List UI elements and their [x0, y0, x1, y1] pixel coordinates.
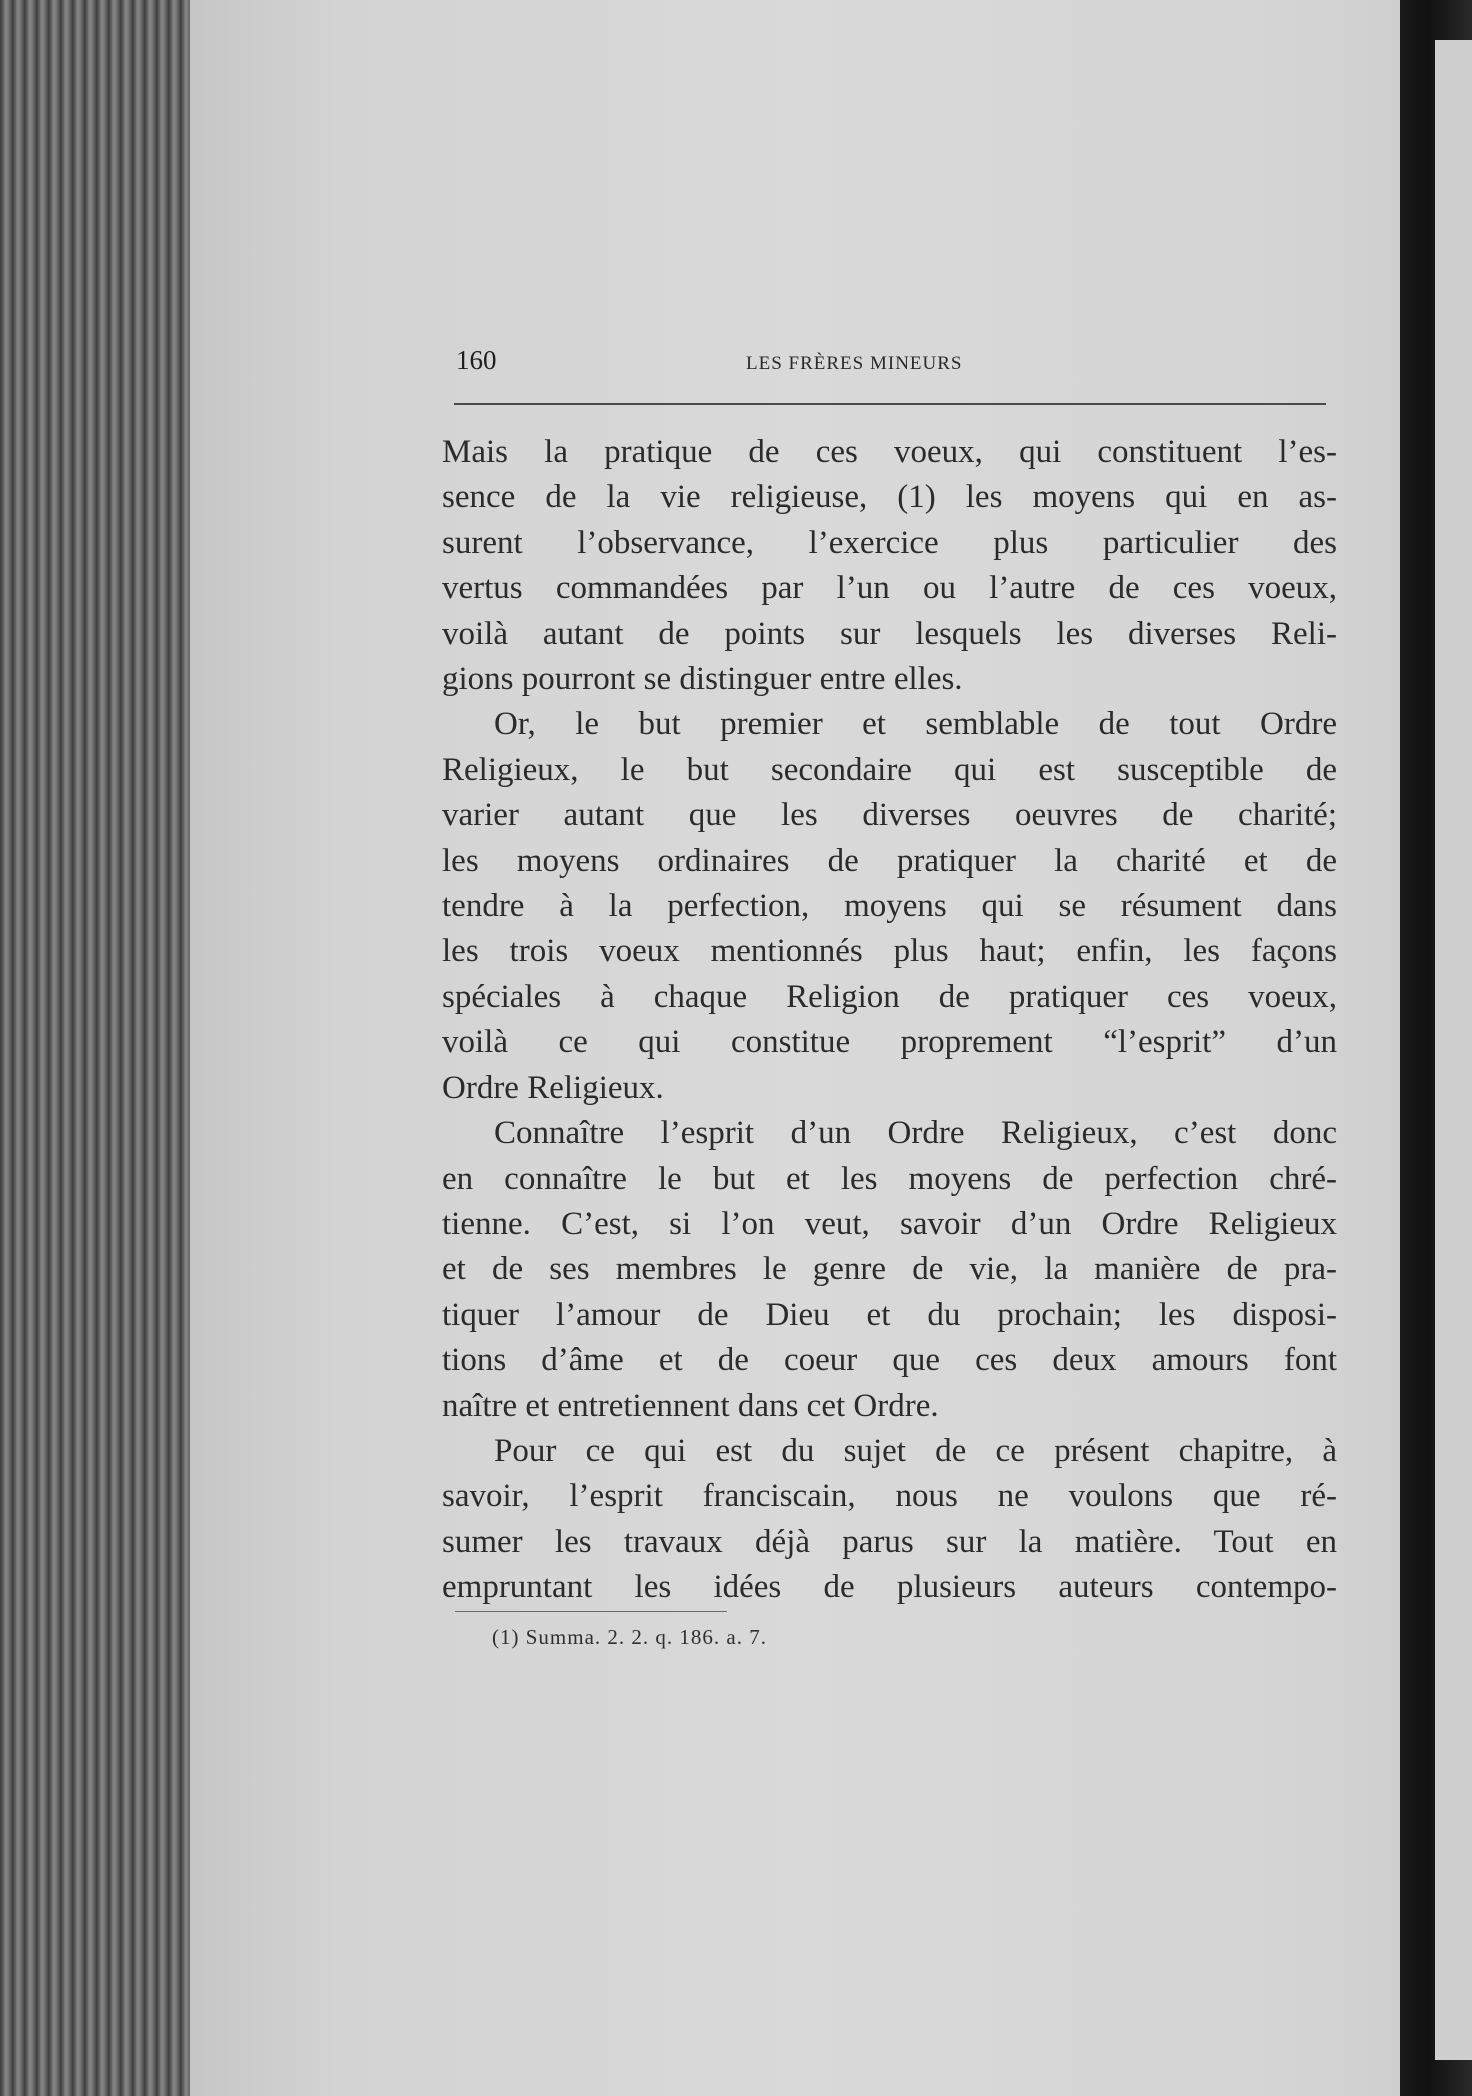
footnote-rule — [455, 1611, 727, 1612]
running-title: LES FRÈRES MINEURS — [746, 353, 963, 374]
text-line: spéciales à chaque Religion de pratiquer ces voeux, — [442, 978, 1337, 1015]
text-line: et de ses membres le genre de vie, la manière de pra- — [442, 1251, 1337, 1288]
text-line: Connaître l’esprit d’un Ordre Religieux, c’est donc — [494, 1115, 1337, 1152]
text-line: Mais la pratique de ces voeux, qui constituent l’es- — [442, 434, 1337, 470]
page-number: 160 — [456, 345, 497, 375]
text-line: Ordre Religieux. — [442, 1069, 664, 1106]
text-line: les moyens ordinaires de pratiquer la charité et de — [442, 842, 1337, 879]
text-line: savoir, l’esprit franciscain, nous ne voulons que ré- — [442, 1478, 1337, 1515]
text-line: voilà ce qui constitue proprement “l’esprit” d’un — [442, 1024, 1337, 1061]
text-line: tiquer l’amour de Dieu et du prochain; les disposi- — [442, 1296, 1337, 1333]
text-line: surent l’observance, l’exercice plus particulier des — [442, 524, 1337, 561]
text-line: vertus commandées par l’un ou l’autre de ces voeux, — [442, 570, 1337, 607]
text-line: tions d’âme et de coeur que ces deux amours font — [442, 1342, 1337, 1379]
body-text — [442, 430, 1337, 1611]
text-line: en connaître le but et les moyens de perfection chré- — [442, 1160, 1337, 1197]
header-rule — [454, 403, 1326, 405]
text-line: Pour ce qui est du sujet de ce présent chapitre, à — [494, 1432, 1337, 1469]
text-line: voilà autant de points sur lesquels les diverses Reli- — [442, 615, 1337, 652]
text-line: sumer les travaux déjà parus sur la matière. Tout en — [442, 1523, 1337, 1560]
text-line: tendre à la perfection, moyens qui se résument dans — [442, 888, 1337, 925]
facing-page-edge — [1435, 40, 1472, 2060]
text-line: Religieux, le but secondaire qui est susceptible de — [442, 751, 1337, 788]
text-line: Or, le but premier et semblable de tout Ordre — [494, 706, 1337, 743]
text-line: empruntant les idées de plusieurs auteurs contempo- — [442, 1569, 1337, 1606]
footnote: (1) Summa. 2. 2. q. 186. a. 7. — [492, 1625, 767, 1649]
book-page-edges — [0, 0, 190, 2096]
text-line: sence de la vie religieuse, (1) les moyens qui en as- — [442, 479, 1337, 516]
text-line: gions pourront se distinguer entre elles. — [442, 661, 963, 698]
text-line: les trois voeux mentionnés plus haut; enfin, les façons — [442, 933, 1337, 970]
text-line: varier autant que les diverses oeuvres de charité; — [442, 797, 1337, 834]
text-line: naître et entretiennent dans cet Ordre. — [442, 1387, 939, 1424]
text-line: tienne. C’est, si l’on veut, savoir d’un Ordre Religieux — [442, 1205, 1337, 1242]
page-header — [456, 345, 1326, 385]
